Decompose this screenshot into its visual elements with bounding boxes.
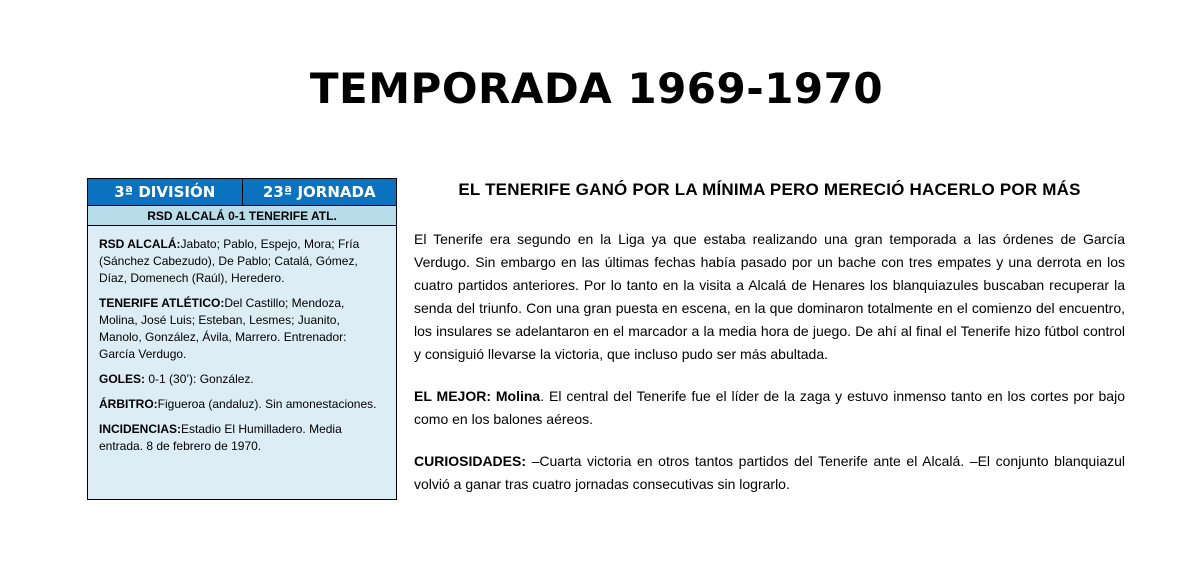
goals xyxy=(99,371,385,388)
referee-text: Figueroa (andaluz). Sin amonestaciones. xyxy=(157,397,377,411)
jornada-label: 23ª JORNADA xyxy=(242,179,397,205)
curiosities xyxy=(414,450,1125,496)
lineup-tenerife xyxy=(99,295,385,363)
goals-label: GOLES: xyxy=(99,372,146,386)
referee-label: ÁRBITRO: xyxy=(99,397,158,411)
incidents-label: INCIDENCIAS: xyxy=(99,422,182,436)
incidents xyxy=(99,421,385,455)
article-paragraph: El Tenerife era segundo en la Liga ya que estaba realizando una gran temporada a las órdenes de García Verdugo. Sin embargo en las últimas fechas había pasado por un bache con tres empates y una derrota en los cuatro partidos anteriores. Por lo tanto en la visita a Alcalá de Henares los blanquiazules buscaban recuperar la senda del triunfo. Con una gran puesta en escena, en la que dominaron totalmente en el comienzo del encuentro, los insulares se adelantaron en el marcador a la media hora de juego. De ahí al final el Tenerife hizo fútbol control y consiguió llevarse la victoria, que incluso pudo ser más abultada. xyxy=(414,231,1125,362)
card-body xyxy=(88,226,396,455)
lineup-alcala-text: Jabato; Pablo, Espejo, Mora; Fría (Sánchez Cabezudo), De Pablo; Catalá, Gómez, Díaz, Domenech (Raúl), Heredero. xyxy=(99,237,360,285)
lineup-tenerife-text: Del Castillo; Mendoza, Molina, José Luis; Esteban, Lesmes; Juanito, Manolo, González, Ávila, Marrero. Entrenador: García Verdugo. xyxy=(99,296,347,361)
match-card xyxy=(87,178,397,500)
match-result: RSD ALCALÁ 0-1 TENERIFE ATL. xyxy=(88,206,396,226)
lineup-tenerife-label: TENERIFE ATLÉTICO: xyxy=(99,296,225,310)
article-headline: EL TENERIFE GANÓ POR LA MÍNIMA PERO MERECIÓ HACERLO POR MÁS xyxy=(458,180,1081,199)
best-player-text: . El central del Tenerife fue el líder de la zaga y estuvo inmenso tanto en los cortes por bajo como en los balones aéreos. xyxy=(414,388,1125,427)
best-player-label: EL MEJOR: Molina xyxy=(414,388,541,404)
best-player xyxy=(414,385,1125,431)
referee xyxy=(99,396,385,413)
division-label: 3ª DIVISIÓN xyxy=(114,183,216,201)
incidents-text: Estadio El Humilladero. Media entrada. 8 de febrero de 1970. xyxy=(99,422,342,453)
article-body xyxy=(414,228,1125,515)
page-title: TEMPORADA 1969-1970 xyxy=(309,64,884,113)
card-header xyxy=(88,179,396,206)
goals-text: 0-1 (30’): González. xyxy=(148,372,254,386)
curiosities-label: CURIOSIDADES: xyxy=(414,453,527,469)
lineup-alcala xyxy=(99,236,385,287)
lineup-alcala-label: RSD ALCALÁ: xyxy=(99,237,181,251)
curiosities-text: –Cuarta victoria en otros tantos partidos del Tenerife ante el Alcalá. –El conjunto blanquiazul volvió a ganar tras cuatro jornadas consecutivas sin lograrlo. xyxy=(414,453,1125,492)
